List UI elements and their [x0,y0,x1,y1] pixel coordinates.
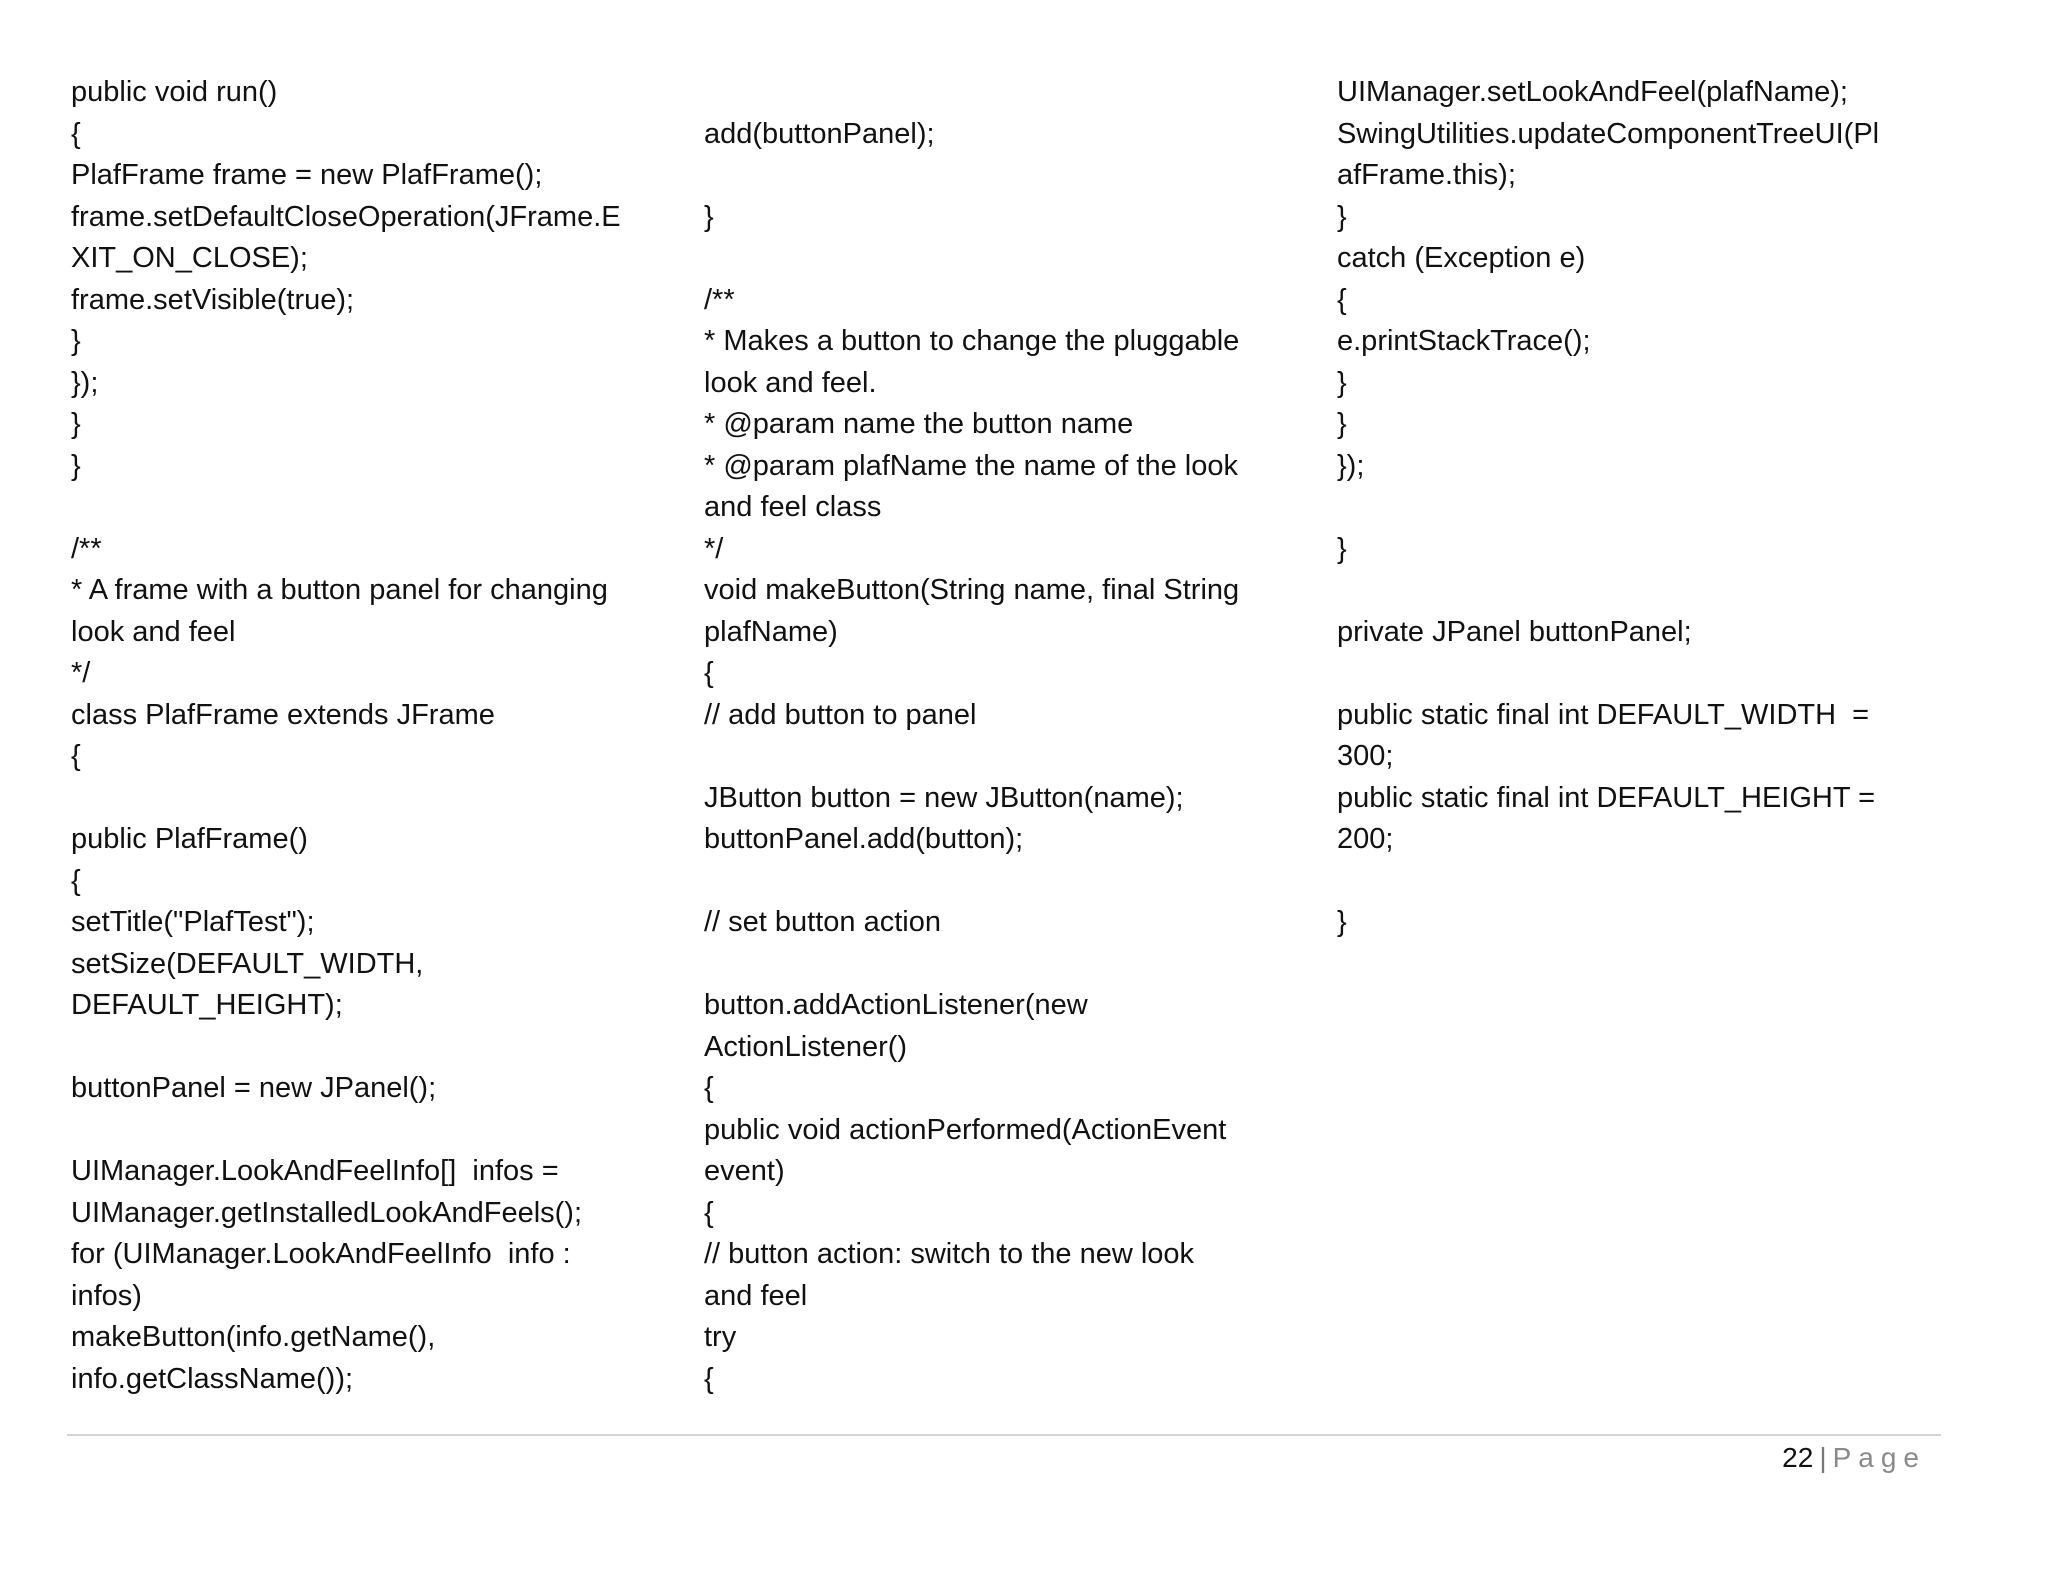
code-line: and feel class [704,491,882,523]
code-line: plafName) [704,615,838,648]
code-line: } [71,325,81,357]
code-line: JButton button = new JButton(name); [704,781,1184,814]
code-line: { [704,657,714,689]
code-line: }); [71,366,99,399]
code-line: makeButton(info.getName(), [71,1321,436,1353]
code-line: PlafFrame frame = new PlafFrame(); [71,159,543,191]
code-line: // set button action [704,906,941,938]
code-line: private JPanel buttonPanel; [1337,615,1692,648]
code-line: */ [71,657,91,689]
code-line: event) [704,1155,785,1187]
code-line: public static final int DEFAULT_WIDTH = [1337,698,1870,731]
code-line: * Makes a button to change the pluggable [704,325,1240,357]
code-line: // add button to panel [704,698,977,731]
code-line: frame.setVisible(true); [71,283,355,316]
code-column-1 [71,72,671,1400]
code-line: for (UIManager.LookAndFeelInfo info : [71,1238,571,1270]
code-line [704,736,1304,778]
code-line: /** [704,283,735,316]
page-label: Page [1832,1442,1926,1473]
code-line: 300; [1337,740,1394,772]
code-line: } [1337,366,1347,399]
footer-divider [67,1434,1941,1436]
page-number: 22 [1782,1442,1814,1473]
code-line: } [1337,906,1347,938]
code-line: public void run() [71,76,278,108]
code-line: UIManager.LookAndFeelInfo[] infos = [71,1155,559,1187]
code-line [71,487,671,529]
code-line [704,861,1304,903]
code-line: UIManager.getInstalledLookAndFeels(); [71,1196,583,1229]
code-line: 200; [1337,823,1394,855]
code-line: * @param plafName the name of the look [704,449,1238,482]
code-line: { [704,1072,714,1104]
code-line: } [704,200,714,233]
code-line: } [1337,532,1347,565]
code-line: and feel [704,1279,808,1312]
code-line: public static final int DEFAULT_HEIGHT = [1337,781,1876,814]
code-line: add(buttonPanel); [704,117,935,150]
code-line: { [71,864,81,897]
code-line [1337,861,1937,903]
code-line [704,238,1304,280]
code-line: info.getClassName()); [71,1362,354,1395]
code-line: button.addActionListener(new [704,989,1088,1021]
code-line [1337,487,1937,529]
footer-separator: | [1819,1442,1827,1473]
code-line: catch (Exception e) [1337,242,1586,274]
code-line: } [71,408,81,440]
code-column-2 [704,72,1304,1400]
code-line: void makeButton(String name, final String [704,574,1240,606]
code-line: class PlafFrame extends JFrame [71,698,495,731]
code-line [704,72,1304,114]
code-line: buttonPanel.add(button); [704,823,1024,855]
code-line: XIT_ON_CLOSE); [71,242,308,274]
code-line: setSize(DEFAULT_WIDTH, [71,947,424,980]
code-line: look and feel [71,615,236,648]
code-line: { [704,1196,714,1229]
code-line: { [704,1362,714,1395]
code-line: setTitle("PlafTest"); [71,906,315,938]
code-line: afFrame.this); [1337,159,1516,191]
code-line: */ [704,532,724,565]
code-line [71,1110,671,1152]
code-line: look and feel. [704,366,877,399]
code-line: public void actionPerformed(ActionEvent [704,1113,1227,1146]
code-line: frame.setDefaultCloseOperation(JFrame.E [71,200,621,233]
code-line: { [71,117,81,150]
code-line: * A frame with a button panel for changing [71,574,608,606]
code-line: }); [1337,449,1365,482]
code-line: } [1337,408,1347,440]
code-line: infos) [71,1279,142,1312]
code-line: SwingUtilities.updateComponentTreeUI(Pl [1337,117,1880,150]
code-line [71,778,671,820]
code-line [71,1027,671,1069]
code-column-3 [1337,72,1937,944]
code-line: } [71,449,81,482]
page-footer [1782,1440,1926,1476]
code-line [704,155,1304,197]
code-line: ActionListener() [704,1030,908,1063]
code-line: /** [71,532,102,565]
code-line: { [1337,283,1347,316]
code-line: DEFAULT_HEIGHT); [71,989,343,1021]
code-line: } [1337,200,1347,233]
code-line: buttonPanel = new JPanel(); [71,1072,437,1104]
code-line: { [71,740,81,772]
code-line: public PlafFrame() [71,823,308,855]
code-line: try [704,1321,737,1353]
code-line: * @param name the button name [704,408,1134,440]
code-line [704,944,1304,986]
code-line: e.printStackTrace(); [1337,325,1591,357]
code-line [1337,653,1937,695]
code-line [1337,570,1937,612]
code-line: // button action: switch to the new look [704,1238,1195,1270]
code-line: UIManager.setLookAndFeel(plafName); [1337,76,1848,108]
